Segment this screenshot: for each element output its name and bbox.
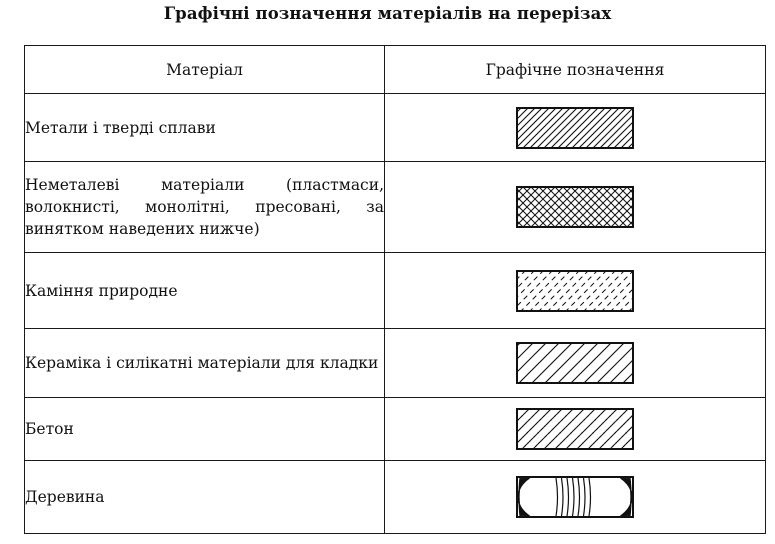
table-row [25,94,766,162]
symbol-cell [385,94,766,162]
material-name: Деревина [25,461,385,534]
material-name: Неметалеві матеріали (пластмаси, волокнисті, монолітні, пресовані, за винятком наведених нижче) [25,162,385,253]
ceramic-wide-hatch-icon [516,342,634,384]
wood-arcs-icon [516,476,634,518]
header-symbol: Графічне позначення [385,46,766,94]
table-row [25,329,766,398]
material-name: Бетон [25,398,385,461]
symbol-cell [385,162,766,253]
symbol-cell [385,329,766,398]
symbol-cell [385,461,766,534]
materials-table [24,45,766,534]
metal-hatch-icon [516,107,634,149]
table-row [25,162,766,253]
material-name: Метали і тверді сплави [25,94,385,162]
table-header-row [25,46,766,94]
header-material: Матеріал [25,46,385,94]
table-row [25,253,766,329]
symbol-cell [385,398,766,461]
material-name: Кераміка і силікатні матеріали для кладки [25,329,385,398]
page-title: Графічні позначення матеріалів на перерізах [163,4,612,23]
table-row [25,461,766,534]
symbol-cell [385,253,766,329]
table-row [25,398,766,461]
concrete-dotted-hatch-icon [516,408,634,450]
nonmetal-crosshatch-icon [516,186,634,228]
natural-stone-dashed-icon [516,270,634,312]
material-name: Каміння природне [25,253,385,329]
